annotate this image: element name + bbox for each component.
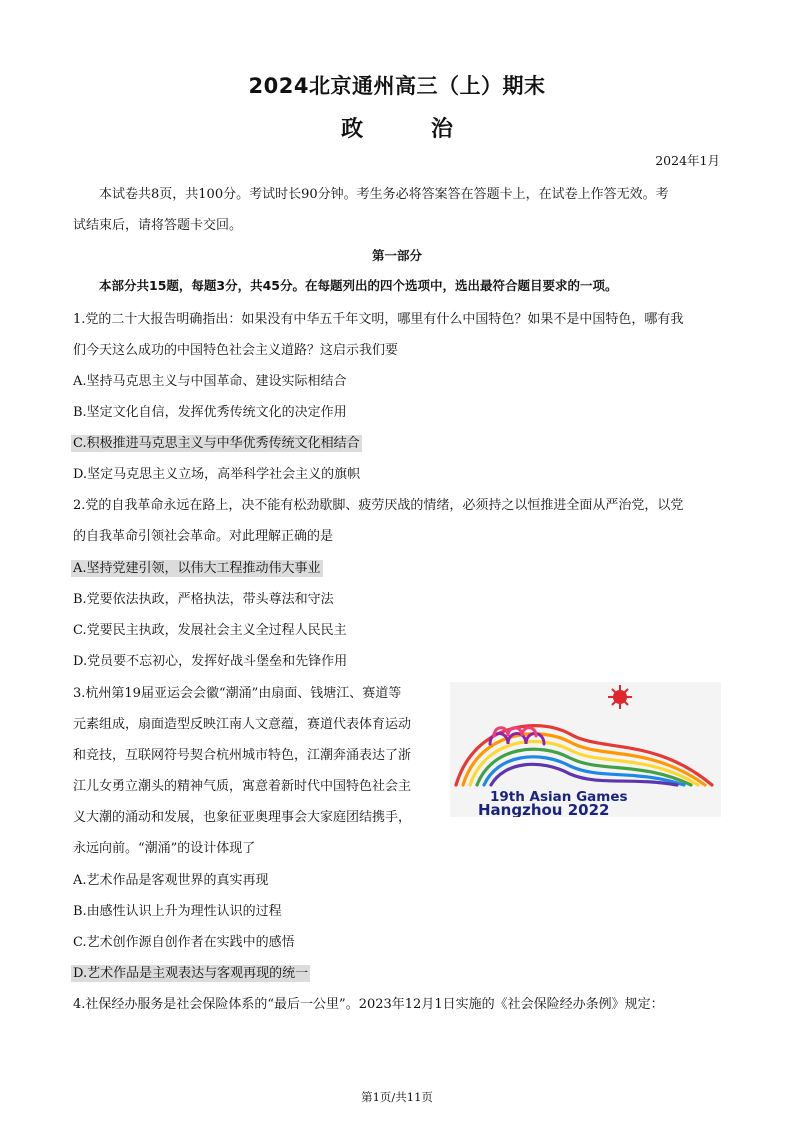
- sun-icon: [608, 685, 632, 709]
- intro-line-2: 试结束后，请将答题卡交回。: [73, 218, 243, 233]
- section-instruction: 本部分共15题，每题3分，共45分。在每题列出的四个选项中，选出最符合题目要求的一项。: [99, 278, 618, 293]
- intro-line-1: 本试卷共8页，共100分。考试时长90分钟。考生务必将答案答在答题卡上，在试卷上作答无效。考: [99, 187, 669, 202]
- q3-stem-line-1: 3.杭州第19届亚运会会徽“潮涌”由扇面、钱塘江、赛道等: [73, 686, 402, 701]
- q3-option-d-highlighted: D.艺术作品是主观表达与客观再现的统一: [73, 966, 309, 981]
- q3-stem-line-2: 元素组成，扇面造型反映江南人文意蕴，赛道代表体育运动: [73, 717, 412, 732]
- logo-caption-line-1: 19th Asian Games: [490, 789, 628, 805]
- q2-option-b: B.党要依法执政，严格执法，带头尊法和守法: [73, 592, 334, 607]
- q2-option-c: C.党要民主执政，发展社会主义全过程人民民主: [73, 623, 347, 638]
- q1-stem-line-1: 1.党的二十大报告明确指出：如果没有中华五千年文明，哪里有什么中国特色？如果不是中国特色，哪有我: [73, 312, 684, 327]
- exam-date: 2024年1月: [655, 153, 720, 168]
- q2-stem-line-1: 2.党的自我革命永远在路上，决不能有松劲歇脚、疲劳厌战的情绪，必须持之以恒推进全面从严治党，以党: [73, 498, 684, 513]
- q2-option-a: [73, 557, 323, 576]
- logo-caption-line-2: Hangzhou 2022: [478, 801, 610, 817]
- q3-option-c: C.艺术创作源自创作者在实践中的感悟: [73, 935, 295, 950]
- section-title: 第一部分: [371, 248, 422, 263]
- q1-option-c: [73, 432, 362, 451]
- chaoyong-emblem-graphic: [450, 682, 721, 817]
- page-footer: 第1页/共11页: [361, 1090, 433, 1104]
- q2-option-d: D.党员要不忘初心，发挥好战斗堡垒和先锋作用: [73, 654, 348, 669]
- q1-option-b: B.坚定文化自信，发挥优秀传统文化的决定作用: [73, 405, 347, 420]
- q3-stem-line-5: 义大潮的涌动和发展，也象征亚奥理事会大家庭团结携手，: [73, 810, 412, 825]
- q3-option-b: B.由感性认识上升为理性认识的过程: [73, 904, 282, 919]
- q1-stem-line-2: 们今天这么成功的中国特色社会主义道路？这启示我们要: [73, 343, 399, 358]
- q1-option-d: D.坚定马克思主义立场，高举科学社会主义的旗帜: [73, 467, 361, 482]
- q3-stem-line-6: 永远向前。“潮涌”的设计体现了: [73, 841, 256, 856]
- exam-subject: 政 治: [341, 117, 483, 142]
- q1-option-c-highlighted: C.积极推进马克思主义与中华优秀传统文化相结合: [73, 436, 360, 451]
- q3-option-a: A.艺术作品是客观世界的真实再现: [73, 873, 269, 888]
- q1-option-a: A.坚持马克思主义与中国革命、建设实际相结合: [73, 374, 347, 389]
- asian-games-logo-image: [450, 682, 721, 817]
- q3-stem-line-3: 和竞技，互联网符号契合杭州城市特色，江潮奔涌表达了浙: [73, 748, 412, 763]
- q4-stem-line-1: 4.社保经办服务是社会保险体系的“最后一公里”。2023年12月1日实施的《社会保险经办条例》规定：: [73, 997, 664, 1012]
- q3-option-d: [73, 962, 310, 981]
- q2-stem-line-2: 的自我革命引领社会革命。对此理解正确的是: [73, 529, 334, 544]
- q3-stem-line-4: 江儿女勇立潮头的精神气质，寓意着新时代中国特色社会主: [73, 779, 412, 794]
- q2-option-a-highlighted: A.坚持党建引领，以伟大工程推动伟大事业: [73, 561, 321, 576]
- exam-title: 2024北京通州高三（上）期末: [248, 74, 546, 98]
